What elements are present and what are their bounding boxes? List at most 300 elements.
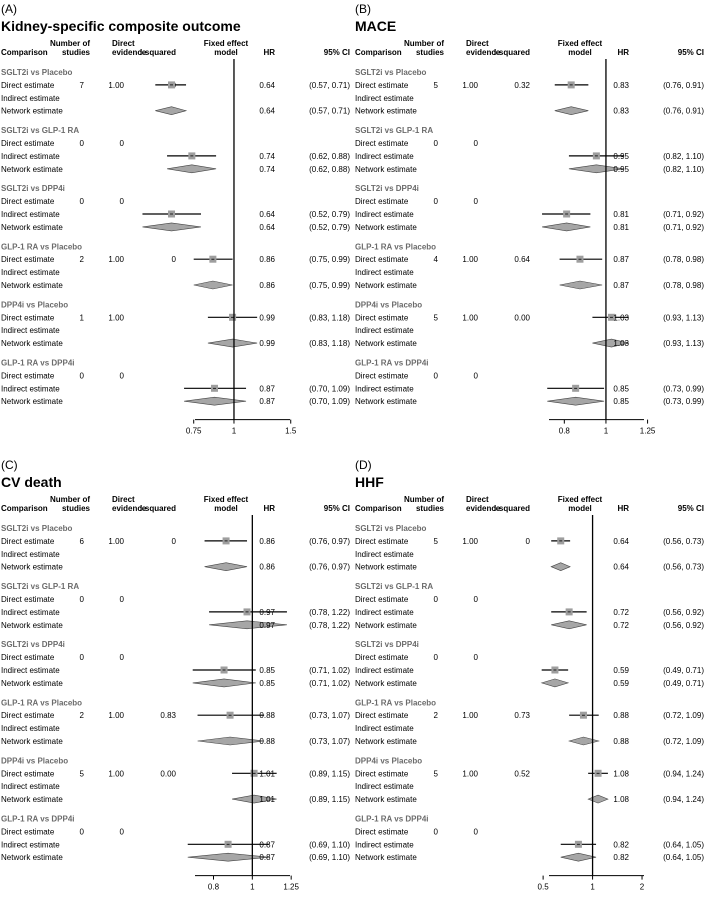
hr-value: 0.86 bbox=[259, 536, 275, 546]
header-studies: studies bbox=[61, 48, 90, 57]
ci-value: (0.75, 0.99) bbox=[309, 255, 350, 265]
row-label-direct: Direct estimate bbox=[1, 827, 55, 837]
header-model: model bbox=[214, 504, 238, 513]
ci-value: (0.76, 0.91) bbox=[663, 80, 704, 90]
row-label-direct: Direct estimate bbox=[1, 80, 55, 90]
hr-value: 0.64 bbox=[259, 210, 275, 219]
header-model: Fixed effect bbox=[203, 39, 249, 48]
row-label-network: Network estimate bbox=[355, 281, 417, 290]
studies-count: 6 bbox=[79, 536, 84, 546]
row-label-direct: Direct estimate bbox=[1, 255, 55, 265]
x-tick-label: 0.5 bbox=[537, 882, 549, 892]
hr-value: 0.85 bbox=[259, 666, 275, 675]
hr-value: 0.88 bbox=[613, 737, 629, 746]
ci-value: (0.94, 1.24) bbox=[663, 769, 704, 779]
group-label: GLP-1 RA vs Placebo bbox=[1, 242, 83, 252]
group-label: GLP-1 RA vs DPP4i bbox=[355, 814, 429, 824]
ci-value: (0.93, 1.13) bbox=[663, 313, 704, 323]
direct-evidence: 1.00 bbox=[108, 255, 124, 265]
ci-value: (0.64, 1.05) bbox=[663, 840, 704, 850]
row-label-direct: Direct estimate bbox=[1, 653, 55, 663]
ci-value: (0.83, 1.18) bbox=[309, 339, 350, 349]
hr-value: 0.81 bbox=[613, 222, 629, 232]
hr-value: 1.08 bbox=[613, 769, 629, 779]
row-label-indirect: Indirect estimate bbox=[355, 268, 414, 278]
panel-label: (A) bbox=[1, 2, 17, 16]
row-label-network: Network estimate bbox=[1, 397, 63, 407]
x-tick-label: 1 bbox=[590, 882, 595, 892]
network-diamond bbox=[198, 737, 265, 745]
hr-value: 0.64 bbox=[613, 536, 629, 546]
forest-plot-b bbox=[354, 0, 708, 456]
ci-value: (0.69, 1.10) bbox=[309, 853, 350, 863]
direct-evidence: 1.00 bbox=[462, 80, 478, 90]
row-label-indirect: Indirect estimate bbox=[1, 607, 60, 617]
direct-evidence: 0 bbox=[473, 139, 478, 148]
direct-evidence: 0 bbox=[119, 139, 124, 148]
header-studies: Number of bbox=[50, 39, 90, 48]
header-evidence: evidence bbox=[112, 48, 147, 57]
group-label: SGLT2i vs GLP-1 RA bbox=[355, 126, 434, 136]
hr-value: 0.87 bbox=[613, 281, 629, 290]
panel-title: HHF bbox=[355, 474, 384, 490]
hr-value: 0.86 bbox=[259, 281, 275, 290]
row-label-network: Network estimate bbox=[1, 106, 63, 116]
direct-evidence: 1.00 bbox=[108, 80, 124, 90]
row-label-network: Network estimate bbox=[1, 281, 63, 290]
x-tick-label: 1 bbox=[603, 426, 609, 436]
group-label: SGLT2i vs GLP-1 RA bbox=[1, 582, 80, 592]
panel-label: (B) bbox=[355, 2, 371, 16]
row-label-network: Network estimate bbox=[1, 678, 63, 688]
header-evidence: Direct bbox=[466, 495, 489, 504]
studies-count: 5 bbox=[433, 313, 438, 323]
row-label-indirect: Indirect estimate bbox=[1, 210, 60, 219]
studies-count: 0 bbox=[79, 139, 84, 148]
x-tick-label: 0.8 bbox=[558, 426, 570, 436]
ci-value: (0.73, 0.99) bbox=[663, 384, 704, 394]
ci-value: (0.75, 0.99) bbox=[309, 281, 350, 290]
row-label-indirect: Indirect estimate bbox=[1, 93, 60, 103]
row-label-network: Network estimate bbox=[355, 795, 417, 805]
direct-evidence: 1.00 bbox=[108, 769, 124, 779]
ci-value: (0.71, 1.02) bbox=[309, 678, 350, 688]
network-diamond bbox=[569, 737, 599, 745]
ci-value: (0.49, 0.71) bbox=[663, 678, 704, 688]
header-evidence: evidence bbox=[466, 504, 501, 513]
header-model: Fixed effect bbox=[203, 495, 249, 504]
direct-evidence: 1.00 bbox=[108, 313, 124, 323]
network-diamond bbox=[208, 339, 257, 347]
ci-value: (0.49, 0.71) bbox=[663, 666, 704, 675]
studies-count: 2 bbox=[79, 255, 84, 265]
row-label-direct: Direct estimate bbox=[1, 313, 55, 323]
ci-value: (0.52, 0.79) bbox=[309, 210, 350, 219]
hr-value: 0.74 bbox=[259, 151, 275, 161]
i-squared: 0 bbox=[171, 255, 176, 265]
x-tick-label: 1 bbox=[231, 426, 237, 436]
ci-value: (0.76, 0.97) bbox=[309, 562, 350, 572]
ci-value: (0.56, 0.92) bbox=[663, 607, 704, 617]
hr-value: 0.88 bbox=[613, 711, 629, 721]
forest-plot-d bbox=[354, 456, 708, 912]
ci-value: (0.78, 0.98) bbox=[663, 255, 704, 265]
ci-value: (0.52, 0.79) bbox=[309, 222, 350, 232]
header-model: model bbox=[568, 48, 592, 57]
x-tick-label: 0.75 bbox=[185, 426, 202, 436]
ci-value: (0.93, 1.13) bbox=[663, 339, 704, 349]
panel-label: (C) bbox=[1, 458, 18, 472]
ci-value: (0.82, 1.10) bbox=[663, 164, 704, 174]
row-label-indirect: Indirect estimate bbox=[355, 724, 414, 734]
row-label-indirect: Indirect estimate bbox=[1, 666, 60, 675]
header-hr: HR bbox=[617, 48, 629, 57]
header-comparison: Comparison bbox=[355, 504, 402, 513]
group-label: GLP-1 RA vs Placebo bbox=[355, 698, 437, 708]
row-label-network: Network estimate bbox=[1, 853, 63, 863]
row-label-direct: Direct estimate bbox=[355, 197, 409, 207]
ci-value: (0.72, 1.09) bbox=[663, 711, 704, 721]
hr-value: 0.95 bbox=[613, 164, 629, 174]
direct-evidence: 0 bbox=[119, 653, 124, 663]
studies-count: 0 bbox=[79, 827, 84, 837]
group-label: DPP4i vs Placebo bbox=[1, 756, 69, 766]
header-studies: Number of bbox=[404, 495, 444, 504]
header-studies: studies bbox=[415, 48, 444, 57]
hr-value: 1.08 bbox=[613, 795, 629, 805]
direct-evidence: 1.00 bbox=[462, 313, 478, 323]
network-diamond bbox=[209, 621, 287, 629]
ci-value: (0.57, 0.71) bbox=[309, 106, 350, 116]
group-label: SGLT2i vs Placebo bbox=[1, 524, 73, 533]
row-label-direct: Direct estimate bbox=[1, 371, 55, 381]
network-diamond bbox=[561, 853, 596, 861]
row-label-direct: Direct estimate bbox=[1, 769, 55, 779]
row-label-network: Network estimate bbox=[1, 339, 63, 349]
row-label-indirect: Indirect estimate bbox=[1, 549, 60, 559]
panel-b bbox=[354, 0, 708, 456]
row-label-indirect: Indirect estimate bbox=[1, 384, 60, 394]
ci-value: (0.76, 0.97) bbox=[309, 536, 350, 546]
ci-value: (0.78, 1.22) bbox=[309, 620, 350, 630]
direct-evidence: 0 bbox=[119, 371, 124, 381]
header-i-squared: I-squared bbox=[139, 504, 176, 513]
row-label-direct: Direct estimate bbox=[355, 255, 409, 265]
group-label: DPP4i vs Placebo bbox=[355, 300, 423, 310]
group-label: SGLT2i vs Placebo bbox=[355, 68, 427, 77]
direct-evidence: 1.00 bbox=[108, 536, 124, 546]
row-label-direct: Direct estimate bbox=[355, 371, 409, 381]
ci-value: (0.72, 1.09) bbox=[663, 737, 704, 746]
panel-title: Kidney-specific composite outcome bbox=[1, 18, 241, 34]
header-model: model bbox=[568, 504, 592, 513]
hr-value: 0.64 bbox=[259, 106, 275, 116]
network-diamond bbox=[555, 107, 589, 115]
ci-value: (0.70, 1.09) bbox=[309, 397, 350, 407]
header-i-squared: I-squared bbox=[493, 48, 530, 57]
group-label: SGLT2i vs DPP4i bbox=[1, 640, 65, 650]
studies-count: 5 bbox=[433, 769, 438, 779]
row-label-network: Network estimate bbox=[1, 737, 63, 746]
group-label: GLP-1 RA vs DPP4i bbox=[1, 358, 75, 368]
header-i-squared: I-squared bbox=[139, 48, 176, 57]
studies-count: 5 bbox=[433, 80, 438, 90]
row-label-network: Network estimate bbox=[355, 853, 417, 863]
row-label-indirect: Indirect estimate bbox=[355, 384, 414, 394]
network-diamond bbox=[588, 795, 608, 803]
network-diamond bbox=[167, 165, 216, 173]
ci-value: (0.56, 0.73) bbox=[663, 536, 704, 546]
group-label: SGLT2i vs Placebo bbox=[1, 68, 73, 77]
header-model: Fixed effect bbox=[557, 495, 603, 504]
hr-value: 0.82 bbox=[613, 840, 629, 850]
x-tick-label: 1.25 bbox=[639, 426, 656, 436]
header-comparison: Comparison bbox=[1, 48, 48, 57]
row-label-indirect: Indirect estimate bbox=[1, 840, 60, 850]
network-diamond bbox=[194, 281, 233, 289]
row-label-direct: Direct estimate bbox=[1, 197, 55, 207]
row-label-indirect: Indirect estimate bbox=[1, 268, 60, 278]
hr-value: 0.64 bbox=[613, 562, 629, 572]
network-diamond bbox=[551, 563, 570, 571]
studies-count: 5 bbox=[433, 536, 438, 546]
network-diamond bbox=[193, 679, 256, 687]
network-diamond bbox=[547, 397, 604, 405]
i-squared: 0.00 bbox=[160, 769, 176, 779]
direct-evidence: 0 bbox=[473, 595, 478, 604]
row-label-direct: Direct estimate bbox=[355, 827, 409, 837]
header-studies: Number of bbox=[50, 495, 90, 504]
row-label-indirect: Indirect estimate bbox=[355, 782, 414, 792]
row-label-network: Network estimate bbox=[355, 678, 417, 688]
hr-value: 0.74 bbox=[259, 164, 275, 174]
ci-value: (0.56, 0.73) bbox=[663, 562, 704, 572]
ci-value: (0.78, 0.98) bbox=[663, 281, 704, 290]
panel-label: (D) bbox=[355, 458, 372, 472]
hr-value: 0.97 bbox=[259, 620, 275, 630]
i-squared: 0.00 bbox=[514, 313, 530, 323]
row-label-direct: Direct estimate bbox=[355, 595, 409, 604]
header-studies: studies bbox=[61, 504, 90, 513]
panel-a bbox=[0, 0, 354, 456]
row-label-direct: Direct estimate bbox=[355, 536, 409, 546]
ci-value: (0.62, 0.88) bbox=[309, 151, 350, 161]
ci-value: (0.78, 1.22) bbox=[309, 607, 350, 617]
ci-value: (0.94, 1.24) bbox=[663, 795, 704, 805]
header-comparison: Comparison bbox=[1, 504, 48, 513]
hr-value: 0.95 bbox=[613, 151, 629, 161]
studies-count: 0 bbox=[433, 139, 438, 148]
hr-value: 0.72 bbox=[613, 607, 629, 617]
i-squared: 0.73 bbox=[514, 711, 530, 721]
row-label-network: Network estimate bbox=[1, 222, 63, 232]
studies-count: 1 bbox=[79, 313, 84, 323]
hr-value: 0.99 bbox=[259, 313, 275, 323]
ci-value: (0.73, 1.07) bbox=[309, 711, 350, 721]
header-model: Fixed effect bbox=[557, 39, 603, 48]
row-label-indirect: Indirect estimate bbox=[355, 151, 414, 161]
header-model: model bbox=[214, 48, 238, 57]
panel-c bbox=[0, 456, 354, 912]
studies-count: 4 bbox=[433, 255, 438, 265]
x-tick-label: 1 bbox=[250, 882, 255, 892]
network-diamond bbox=[560, 281, 603, 289]
ci-value: (0.89, 1.15) bbox=[309, 795, 350, 805]
direct-evidence: 0 bbox=[119, 827, 124, 837]
header-studies: studies bbox=[415, 504, 444, 513]
direct-evidence: 0 bbox=[473, 197, 478, 207]
hr-value: 0.86 bbox=[259, 562, 275, 572]
ci-value: (0.73, 0.99) bbox=[663, 397, 704, 407]
i-squared: 0 bbox=[525, 536, 530, 546]
x-tick-label: 0.8 bbox=[207, 882, 220, 892]
hr-value: 0.85 bbox=[259, 678, 275, 688]
group-label: SGLT2i vs Placebo bbox=[355, 524, 427, 533]
row-label-network: Network estimate bbox=[355, 562, 417, 572]
row-label-network: Network estimate bbox=[355, 222, 417, 232]
ci-value: (0.71, 0.92) bbox=[663, 222, 704, 232]
hr-value: 0.59 bbox=[613, 666, 629, 675]
group-label: SGLT2i vs GLP-1 RA bbox=[1, 126, 80, 136]
header-evidence: Direct bbox=[466, 39, 489, 48]
forest-plot-a bbox=[0, 0, 354, 456]
row-label-indirect: Indirect estimate bbox=[355, 326, 414, 336]
header-hr: HR bbox=[263, 504, 275, 513]
network-diamond bbox=[184, 397, 246, 405]
i-squared: 0.52 bbox=[514, 769, 530, 779]
ci-value: (0.71, 0.92) bbox=[663, 210, 704, 219]
hr-value: 0.99 bbox=[259, 339, 275, 349]
hr-value: 1.03 bbox=[613, 313, 629, 323]
header-evidence: Direct bbox=[112, 39, 135, 48]
row-label-network: Network estimate bbox=[1, 164, 63, 174]
direct-evidence: 0 bbox=[473, 827, 478, 837]
group-label: DPP4i vs Placebo bbox=[1, 300, 69, 310]
studies-count: 5 bbox=[79, 769, 84, 779]
network-diamond bbox=[142, 223, 201, 231]
row-label-indirect: Indirect estimate bbox=[355, 549, 414, 559]
hr-value: 0.85 bbox=[613, 384, 629, 394]
row-label-network: Network estimate bbox=[355, 106, 417, 116]
group-label: SGLT2i vs DPP4i bbox=[355, 640, 419, 650]
header-comparison: Comparison bbox=[355, 48, 402, 57]
panel-d bbox=[354, 456, 708, 912]
network-diamond bbox=[542, 223, 590, 231]
header-ci: 95% CI bbox=[677, 48, 704, 57]
direct-evidence: 1.00 bbox=[462, 711, 478, 721]
row-label-indirect: Indirect estimate bbox=[1, 724, 60, 734]
header-ci: 95% CI bbox=[677, 504, 704, 513]
header-evidence: evidence bbox=[112, 504, 147, 513]
ci-value: (0.73, 1.07) bbox=[309, 737, 350, 746]
studies-count: 0 bbox=[79, 653, 84, 663]
ci-value: (0.62, 0.88) bbox=[309, 164, 350, 174]
hr-value: 0.64 bbox=[259, 222, 275, 232]
row-label-indirect: Indirect estimate bbox=[355, 666, 414, 675]
row-label-indirect: Indirect estimate bbox=[355, 607, 414, 617]
x-tick-label: 1.5 bbox=[285, 426, 297, 436]
hr-value: 0.97 bbox=[259, 607, 275, 617]
studies-count: 0 bbox=[79, 371, 84, 381]
hr-value: 1.01 bbox=[259, 795, 275, 805]
hr-value: 0.83 bbox=[613, 80, 629, 90]
hr-value: 0.87 bbox=[259, 853, 275, 863]
panel-title: CV death bbox=[1, 474, 62, 490]
header-hr: HR bbox=[617, 504, 629, 513]
studies-count: 0 bbox=[433, 371, 438, 381]
row-label-network: Network estimate bbox=[1, 795, 63, 805]
network-diamond bbox=[155, 107, 186, 115]
ci-value: (0.76, 0.91) bbox=[663, 106, 704, 116]
row-label-direct: Direct estimate bbox=[355, 80, 409, 90]
panel-title: MACE bbox=[355, 18, 397, 34]
studies-count: 0 bbox=[433, 595, 438, 604]
row-label-direct: Direct estimate bbox=[355, 711, 409, 721]
hr-value: 0.81 bbox=[613, 210, 629, 219]
header-ci: 95% CI bbox=[323, 504, 350, 513]
row-label-direct: Direct estimate bbox=[1, 536, 55, 546]
row-label-network: Network estimate bbox=[355, 737, 417, 746]
row-label-direct: Direct estimate bbox=[1, 139, 55, 148]
group-label: GLP-1 RA vs Placebo bbox=[1, 698, 83, 708]
direct-evidence: 1.00 bbox=[462, 769, 478, 779]
row-label-direct: Direct estimate bbox=[1, 711, 55, 721]
hr-value: 0.82 bbox=[613, 853, 629, 863]
group-label: SGLT2i vs DPP4i bbox=[355, 184, 419, 194]
studies-count: 7 bbox=[79, 80, 84, 90]
studies-count: 0 bbox=[433, 827, 438, 837]
studies-count: 2 bbox=[79, 711, 84, 721]
row-label-indirect: Indirect estimate bbox=[355, 840, 414, 850]
row-label-direct: Direct estimate bbox=[1, 595, 55, 604]
ci-value: (0.82, 1.10) bbox=[663, 151, 704, 161]
group-label: GLP-1 RA vs DPP4i bbox=[1, 814, 75, 824]
header-i-squared: I-squared bbox=[493, 504, 530, 513]
network-diamond bbox=[188, 853, 269, 861]
group-label: GLP-1 RA vs Placebo bbox=[355, 242, 437, 252]
row-label-network: Network estimate bbox=[355, 164, 417, 174]
i-squared: 0.32 bbox=[514, 80, 530, 90]
group-label: DPP4i vs Placebo bbox=[355, 756, 423, 766]
studies-count: 0 bbox=[433, 197, 438, 207]
network-diamond bbox=[205, 563, 247, 571]
network-diamond bbox=[542, 679, 568, 687]
row-label-indirect: Indirect estimate bbox=[1, 782, 60, 792]
hr-value: 0.85 bbox=[613, 397, 629, 407]
x-tick-label: 1.25 bbox=[283, 882, 299, 892]
studies-count: 2 bbox=[433, 711, 438, 721]
hr-value: 0.83 bbox=[613, 106, 629, 116]
hr-value: 1.03 bbox=[613, 339, 629, 349]
header-evidence: Direct bbox=[112, 495, 135, 504]
row-label-network: Network estimate bbox=[355, 397, 417, 407]
direct-evidence: 1.00 bbox=[108, 711, 124, 721]
group-label: SGLT2i vs DPP4i bbox=[1, 184, 65, 194]
row-label-direct: Direct estimate bbox=[355, 769, 409, 779]
group-label: GLP-1 RA vs DPP4i bbox=[355, 358, 429, 368]
i-squared: 0.83 bbox=[160, 711, 176, 721]
hr-value: 0.88 bbox=[259, 711, 275, 721]
header-evidence: evidence bbox=[466, 48, 501, 57]
row-label-indirect: Indirect estimate bbox=[355, 210, 414, 219]
network-diamond bbox=[551, 621, 586, 629]
x-tick-label: 2 bbox=[639, 882, 645, 892]
direct-evidence: 0 bbox=[473, 653, 478, 663]
row-label-indirect: Indirect estimate bbox=[1, 151, 60, 161]
hr-value: 0.64 bbox=[259, 80, 275, 90]
ci-value: (0.64, 1.05) bbox=[663, 853, 704, 863]
ci-value: (0.57, 0.71) bbox=[309, 80, 350, 90]
